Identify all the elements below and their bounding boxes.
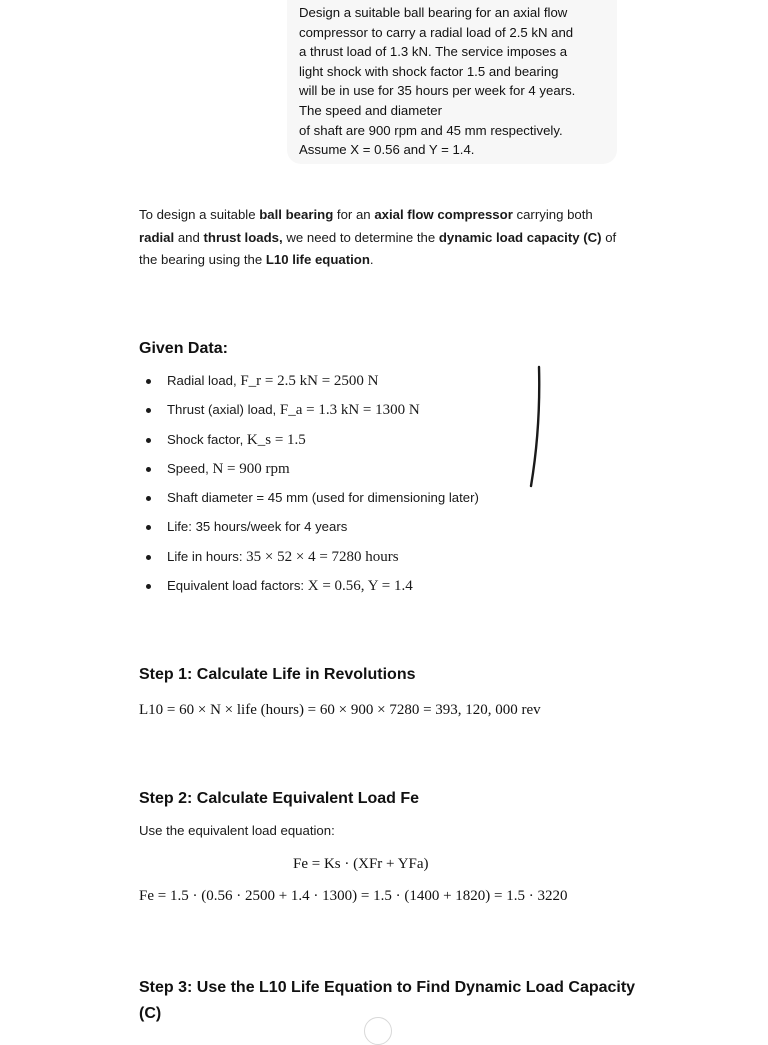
step2-formula: Fe = Ks · (XFr + YFa)	[293, 856, 429, 872]
list-item	[139, 368, 559, 397]
list-item	[139, 573, 559, 602]
step2-note: Use the equivalent load equation:	[139, 823, 335, 838]
intro-text: we need to determine the	[282, 229, 439, 245]
question-line: of shaft are 900 rpm and 45 mm respectively.	[299, 122, 563, 138]
intro-text: .	[369, 252, 374, 268]
item-label: Shock factor,	[167, 431, 247, 447]
intro-text: of the bearing using the	[139, 229, 617, 268]
item-math: N = 900 rpm	[212, 460, 290, 477]
list-item	[139, 544, 559, 573]
question-line: compressor to carry a radial load of 2.5 kN and	[299, 24, 574, 40]
item-label: Equivalent load factors:	[167, 578, 308, 594]
question-line: Design a suitable ball bearing for an axial flow	[299, 5, 568, 20]
intro-bold: L10 life equation	[265, 252, 370, 268]
question-line: light shock with shock factor 1.5 and bearing	[299, 63, 559, 79]
item-math: F_r = 2.5 kN = 2500 N	[240, 373, 379, 389]
pen-stroke-mark	[525, 364, 549, 490]
step1-equation: L10 = 60 × N × life (hours) = 60 × 900 × 7280 = 393, 120, 000 rev	[139, 702, 541, 718]
item-label: Radial load,	[167, 373, 241, 388]
item-math: X = 0.56, Y = 1.4	[307, 578, 413, 595]
list-item	[139, 397, 559, 426]
step1-heading: Step 1: Calculate Life in Revolutions	[139, 666, 416, 683]
intro-bold: thrust loads,	[203, 229, 283, 245]
step2-calculation: Fe = 1.5 · (0.56 · 2500 + 1.4 · 1300) = 1.5 · (1400 + 1820) = 1.5 · 3220	[139, 888, 568, 904]
item-math: 35 × 52 × 4 = 7280 hours	[246, 548, 399, 565]
scroll-down-button[interactable]	[364, 1017, 392, 1045]
question-line: Assume X = 0.56 and Y = 1.4.	[299, 142, 475, 158]
intro-bold: dynamic load capacity (C)	[438, 229, 602, 245]
intro-bold: ball bearing	[259, 207, 334, 222]
step2-heading: Step 2: Calculate Equivalent Load Fe	[139, 790, 420, 807]
list-item	[139, 485, 559, 514]
item-math: F_a = 1.3 kN = 1300 N	[279, 402, 420, 419]
list-item	[139, 427, 559, 456]
item-label: Life: 35 hours/week for 4 years	[167, 519, 348, 535]
list-item	[139, 514, 559, 543]
intro-text: carrying both	[512, 207, 593, 222]
given-heading: Given Data:	[139, 340, 228, 357]
item-label: Thrust (axial) load,	[167, 402, 280, 418]
question-line: will be in use for 35 hours per week for 4 years.	[299, 83, 576, 99]
list-item	[139, 456, 559, 485]
intro-bold: axial flow compressor	[374, 207, 513, 222]
given-list	[139, 368, 559, 602]
item-label: Shaft diameter = 45 mm (used for dimensioning later)	[167, 490, 479, 506]
item-label: Speed,	[167, 460, 213, 476]
question-line: a thrust load of 1.3 kN. The service imposes a	[299, 44, 568, 60]
question-text	[299, 3, 614, 160]
intro-text: To design a suitable	[139, 207, 260, 222]
intro-bold: radial	[139, 229, 175, 245]
item-math: K_s = 1.5	[246, 431, 306, 448]
item-label: Life in hours:	[167, 548, 247, 564]
intro-text: and	[174, 229, 204, 245]
step3-heading: Step 3: Use the L10 Life Equation to Find Dynamic Load Capacity (C)	[139, 979, 636, 1022]
intro-paragraph	[139, 204, 629, 272]
intro-text: for an	[333, 207, 375, 222]
question-line: The speed and diameter	[299, 102, 442, 118]
